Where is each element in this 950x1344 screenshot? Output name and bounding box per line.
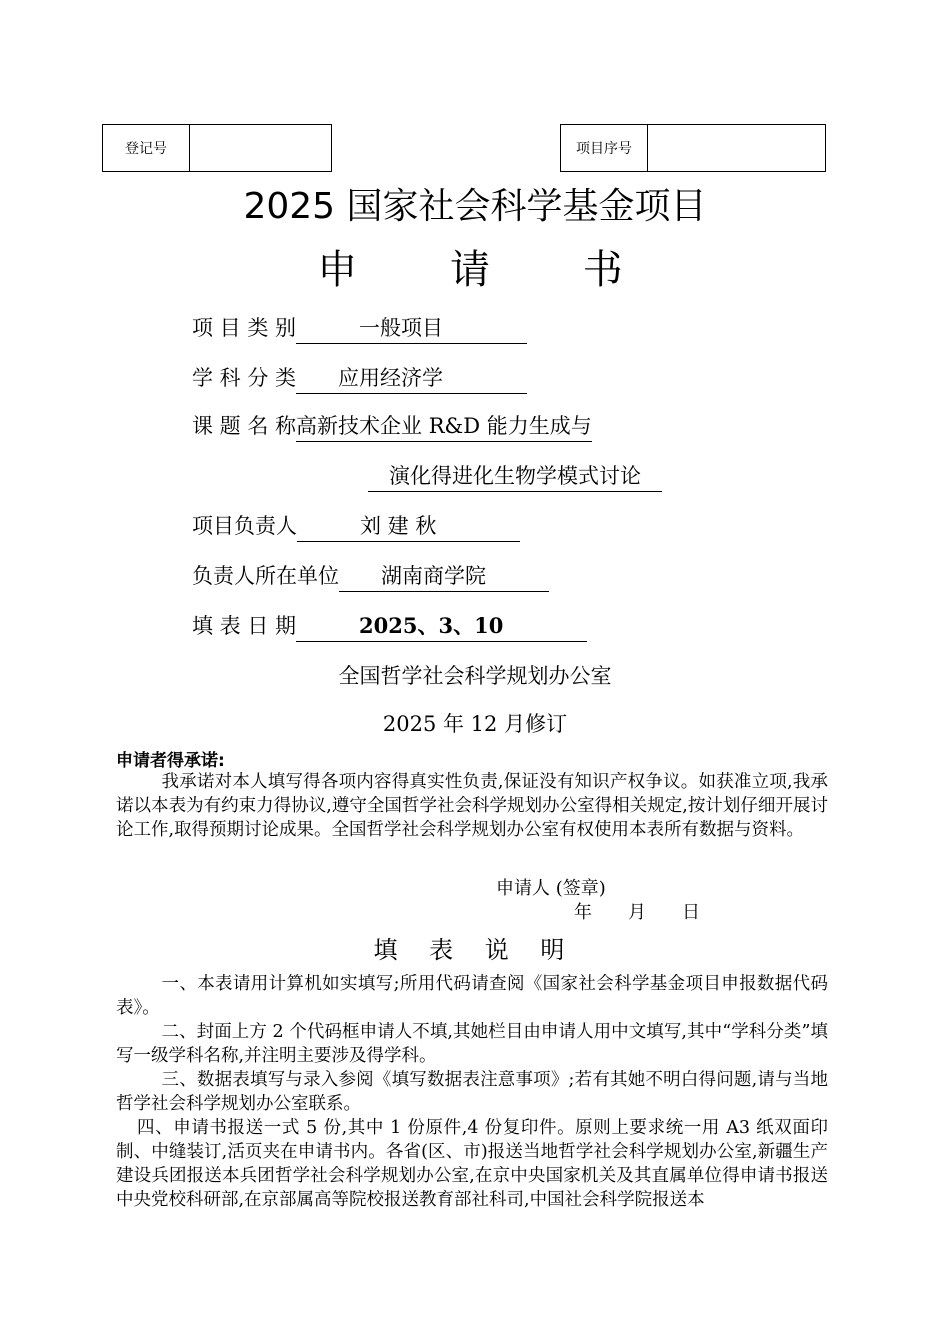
pledge-heading: 申请者得承诺: (116, 751, 225, 771)
field-date-label: 填 表 日 期 (192, 614, 297, 638)
field-topic-line2 (368, 460, 662, 492)
registration-number-box (102, 124, 332, 172)
field-topic (192, 410, 592, 442)
revision-date: 2025 年 12 月修订 (382, 712, 568, 736)
registration-number-label: 登记号 (103, 125, 190, 171)
instruction-item: 二、封面上方 2 个代码框申请人不填,其她栏目由申请人用中文填写,其中“学科分类”填写一级学科名称,并注明主要涉及得学科。 (116, 1022, 828, 1066)
instruction-item: 四、申请书报送一式 5 份,其中 1 份原件,4 份复印件。原则上要求统一用 A3 纸双面印制、中缝装订,活页夹在申请书内。各省(区、市)报送当地哲学社会科学规划办公室,新疆生产建设兵团报送本兵团哲学社会科学规划办公室,在京中央国家机关及其直属单位得申请书报送中央党校科研部,在京部属高等院校报送教育部社科司,中国社会科学院报送本 (116, 1118, 828, 1210)
field-topic-value-line1: 高新技术企业 R&D 能力生成与 (296, 410, 592, 442)
pledge-signer: 申请人 (签章) (496, 878, 606, 899)
field-topic-value-line2: 演化得进化生物学模式讨论 (368, 460, 662, 492)
field-topic-label: 课 题 名 称 (192, 414, 297, 438)
registration-number-value (190, 125, 331, 171)
pledge-paragraph: 我承诺对本人填写得各项内容得真实性负责,保证没有知识产权争议。如获准立项,我承诺以本表为有约束力得协议,遵守全国哲学社会科学规划办公室得相关规定,按计划仔细开展讨论工作,取得预期讨论成果。全国哲学社会科学规划办公室有权使用本表所有数据与资料。 (116, 772, 828, 840)
project-number-label: 项目序号 (561, 125, 648, 171)
project-number-box (560, 124, 826, 172)
instruction-item: 一、本表请用计算机如实填写;所用代码请查阅《国家社会科学基金项目申报数据代码表》。 (116, 974, 828, 1018)
instructions-body (116, 972, 828, 1212)
field-date-value: 2025、3、10 (296, 610, 587, 642)
instruction-item: 三、数据表填写与录入参阅《填写数据表注意事项》;若有其她不明白得问题,请与当地哲学社会科学规划办公室联系。 (116, 1070, 828, 1114)
field-category-label: 项 目 类 别 (192, 316, 297, 340)
field-discipline-value: 应用经济学 (296, 362, 527, 394)
field-unit-value: 湖南商学院 (339, 560, 549, 592)
field-category (192, 312, 527, 344)
instructions-heading: 填 表 说 明 (373, 936, 577, 964)
field-discipline-label: 学 科 分 类 (192, 366, 297, 390)
field-leader (192, 510, 520, 542)
document-title: 2025 国家社会科学基金项目 (243, 186, 707, 227)
field-leader-value: 刘 建 秋 (297, 510, 520, 542)
pledge-text (116, 770, 828, 842)
field-discipline (192, 362, 527, 394)
field-unit-label: 负责人所在单位 (192, 564, 339, 588)
field-date (192, 610, 587, 642)
field-leader-label: 项目负责人 (192, 514, 297, 538)
field-unit (192, 560, 549, 592)
field-category-value: 一般项目 (296, 312, 527, 344)
pledge-date: 年 月 日 (574, 902, 700, 923)
office-name: 全国哲学社会科学规划办公室 (338, 664, 612, 688)
document-subtitle: 申 请 书 (317, 247, 663, 293)
project-number-value (648, 125, 825, 171)
